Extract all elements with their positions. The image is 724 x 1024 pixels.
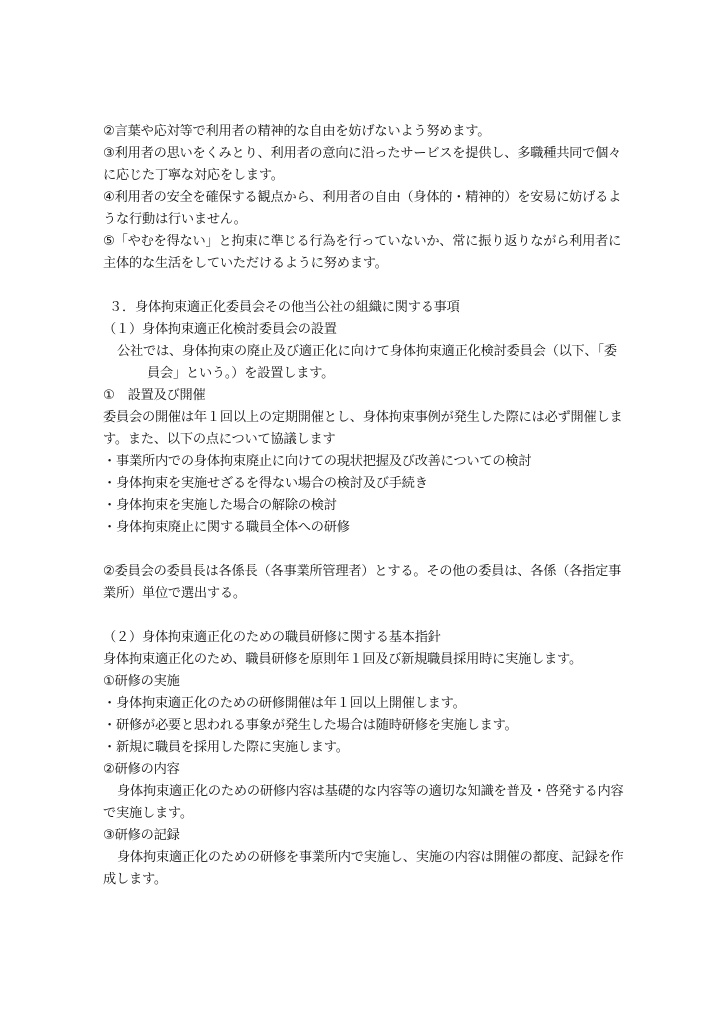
bullet-item: ・身体拘束廃止に関する職員全体への研修: [103, 520, 350, 535]
training-record-paragraph-cont: 成します。: [103, 872, 167, 887]
subsection-2-heading: （２）身体拘束適正化のための職員研修に関する基本指針: [103, 630, 441, 645]
bullet-item: ・身体拘束適正化のための研修開催は年１回以上開催します。: [103, 696, 466, 711]
policy-item-4-cont: うな行動は行いません。: [103, 212, 247, 227]
bullet-item: ・身体拘束を実施せざるを得ない場合の検討及び手続き: [103, 476, 428, 491]
bullet-item: ・身体拘束を実施した場合の解除の検討: [103, 498, 337, 513]
bullet-item: ・新規に職員を採用した際に実施します。: [103, 740, 349, 755]
training-implementation-heading: ①研修の実施: [103, 674, 180, 689]
document-body: [103, 121, 623, 891]
spacer: [103, 539, 623, 561]
policy-item-4: ④利用者の安全を確保する観点から、利用者の自由（身体的・精神的）を安易に妨げるよ: [103, 190, 622, 205]
spacer: [103, 275, 623, 297]
meeting-paragraph: 委員会の開催は年１回以上の定期開催とし、身体拘束事例が発生した際には必ず開催しま: [103, 410, 623, 425]
training-record-paragraph: 身体拘束適正化のための研修を事業所内で実施し、実施の内容は開催の都度、記録を作: [117, 850, 624, 865]
chair-paragraph: ②委員会の委員長は各係長（各事業所管理者）とする。その他の委員は、各係（各指定事: [103, 564, 622, 579]
meeting-paragraph-cont: す。また、以下の点について協議します: [103, 432, 336, 447]
policy-item-3: ③利用者の思いをくみとり、利用者の意向に沿ったサービスを提供し、多職種共同で個々: [103, 146, 622, 161]
policy-item-5: ⑤「やむを得ない」と拘束に準じる行為を行っていないか、常に振り返りながら利用者に: [103, 234, 622, 249]
training-content-heading: ②研修の内容: [103, 762, 180, 777]
bullet-item: ・事業所内での身体拘束廃止に向けての現状把握及び改善についての検討: [103, 454, 532, 469]
committee-intro-cont: 員会」という。）を設置します。: [147, 366, 335, 381]
training-content-paragraph-cont: で実施します。: [103, 806, 193, 821]
policy-item-2: ②言葉や応対等で利用者の精神的な自由を妨げないよう努めます。: [103, 124, 491, 139]
committee-intro: 公社では、身体拘束の廃止及び適正化に向けて身体拘束適正化検討委員会（以下、「委: [117, 344, 617, 359]
bullet-item: ・研修が必要と思われる事象が発生した場合は随時研修を実施します。: [103, 718, 518, 733]
chair-paragraph-cont: 業所）単位で選出する。: [103, 586, 246, 601]
training-paragraph: 身体拘束適正化のため、職員研修を原則年１回及び新規職員採用時に実施します。: [103, 652, 582, 667]
policy-item-3-cont: に応じた丁寧な対応をします。: [103, 168, 284, 183]
setup-heading: ① 設置及び開催: [103, 388, 206, 403]
spacer: [103, 605, 623, 627]
subsection-1-heading: （１）身体拘束適正化検討委員会の設置: [103, 322, 337, 337]
section-3-heading: ３．身体拘束適正化委員会その他当公社の組織に関する事項: [109, 300, 460, 315]
training-record-heading: ③研修の記録: [103, 828, 180, 843]
policy-item-5-cont: 主体的な生活をしていただけるように努めます。: [103, 256, 388, 271]
training-content-paragraph: 身体拘束適正化のための研修内容は基礎的な内容等の適切な知識を普及・啓発する内容: [117, 784, 624, 799]
